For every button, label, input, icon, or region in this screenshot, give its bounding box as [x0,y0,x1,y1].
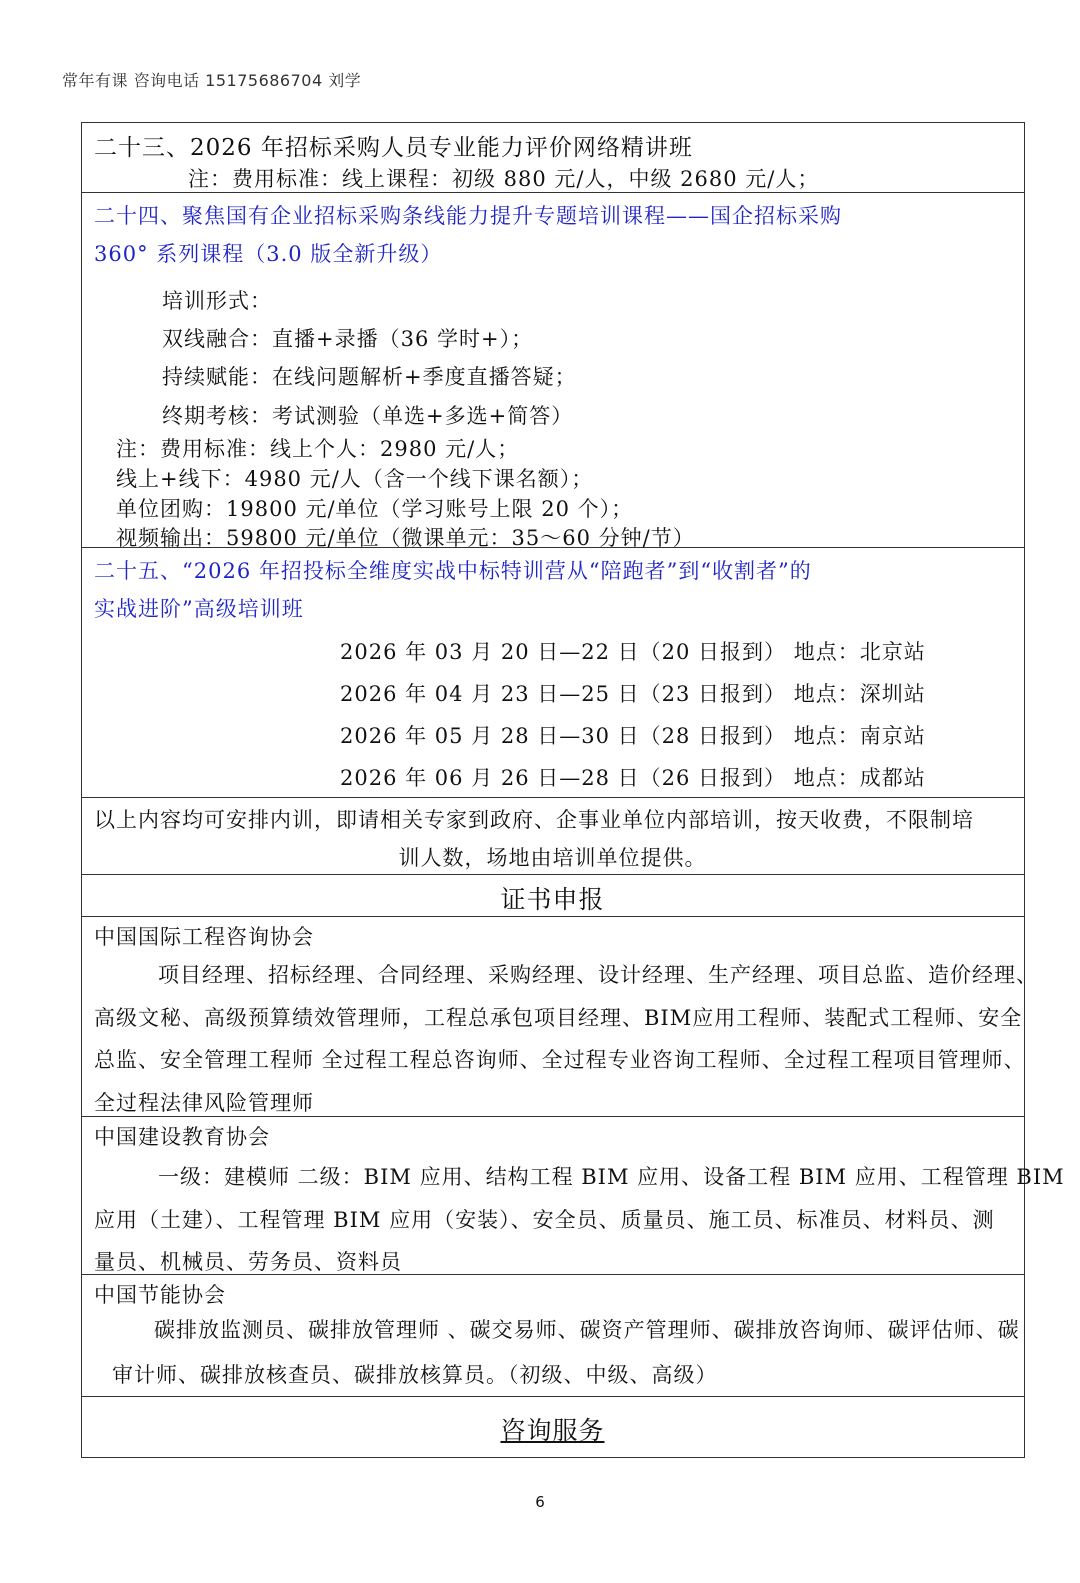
section-23 [82,123,1024,193]
session-schedule: 2026 年 04 月 23 日—25 日（23 日报到） 地点：深圳站 [340,682,926,706]
cert-heading: 证书申报 [500,885,605,914]
cert-line: 项目经理、招标经理、合同经理、采购经理、设计经理、生产经理、项目总监、造价经理、 [158,963,1038,987]
training-form-item: 双线融合：直播+录播（36 学时+）； [162,327,534,351]
cert-line: 一级：建模师 二级：BIM 应用、结构工程 BIM 应用、设备工程 BIM 应用、工程管理 BIM [158,1165,1065,1189]
section-24-title-line1: 二十四、聚焦国有企业招标采购条线能力提升专题培训课程——国企招标采购 [94,204,842,228]
training-form-item: 终期考核：考试测验（单选+多选+简答） [162,404,574,428]
cert-line: 总监、安全管理工程师 全过程工程总咨询师、全过程专业咨询工程师、全过程工程项目管理师、 [94,1048,1026,1072]
section-24 [82,193,1024,548]
internal-note-line1: 以上内容均可安排内训，即请相关专家到政府、企事业单位内部培训，按天收费，不限制培 [94,808,974,832]
fee-line: 单位团购：19800 元/单位（学习账号上限 20 个）； [116,497,634,521]
fee-line: 视频输出：59800 元/单位（微课单元：35～60 分钟/节） [116,526,695,550]
session-schedule: 2026 年 06 月 26 日—28 日（26 日报到） 地点：成都站 [340,766,926,790]
section-23-title: 二十三、2026 年招标采购人员专业能力评价网络精讲班 [94,135,693,161]
consult-heading: 咨询服务 [500,1416,605,1445]
consult-heading-row [82,1397,1024,1457]
org-name: 中国建设教育协会 [94,1125,270,1149]
page-header: 常年有课 咨询电话 15175686704 刘学 [62,71,362,90]
section-24-title-line2: 360° 系列课程（3.0 版全新升级） [94,242,443,266]
cert-line: 审计师、碳排放核查员、碳排放核算员。（初级、中级、高级） [112,1363,718,1387]
page-number: 6 [535,1493,545,1511]
cert-line: 应用（土建）、工程管理 BIM 应用（安装）、安全员、质量员、施工员、标准员、材料员、测 [94,1208,995,1232]
section-25-title-line2: 实战进阶”高级培训班 [94,597,304,621]
course-table [81,122,1065,1458]
internal-note-line2: 训人数，场地由培训单位提供。 [398,846,707,870]
session-schedule: 2026 年 03 月 20 日—22 日（20 日报到） 地点：北京站 [340,640,926,664]
cace-block [82,1117,1065,1275]
training-form-label: 培训形式： [162,289,272,313]
fee-line: 注：费用标准：线上个人：2980 元/人； [116,437,520,461]
org-name: 中国国际工程咨询协会 [94,925,314,949]
training-form-item: 持续赋能：在线问题解析+季度直播答疑； [162,365,577,389]
cert-line: 量员、机械员、劳务员、资料员 [94,1250,402,1274]
cert-heading-row [82,875,1024,917]
section-25-title-line1: 二十五、“2026 年招投标全维度实战中标特训营从“陪跑者”到“收割者”的 [94,559,812,583]
internal-training-note [82,798,1024,875]
cert-line: 全过程法律风险管理师 [94,1091,314,1115]
section-23-fee: 注：费用标准：线上课程：初级 880 元/人，中级 2680 元/人； [188,167,820,191]
section-25 [82,548,1024,798]
cert-line: 碳排放监测员、碳排放管理师 、碳交易师、碳资产管理师、碳排放咨询师、碳评估师、碳 [154,1318,1020,1342]
session-schedule: 2026 年 05 月 28 日—30 日（28 日报到） 地点：南京站 [340,724,926,748]
ccia-block [82,917,1038,1117]
fee-line: 线上+线下：4980 元/人（含一个线下课名额）； [116,467,594,491]
org-name: 中国节能协会 [94,1283,226,1307]
cecs-block [82,1275,1024,1397]
cert-line: 高级文秘、高级预算绩效管理师，工程总承包项目经理、BIM应用工程师、装配式工程师、安全 [94,1006,1023,1030]
